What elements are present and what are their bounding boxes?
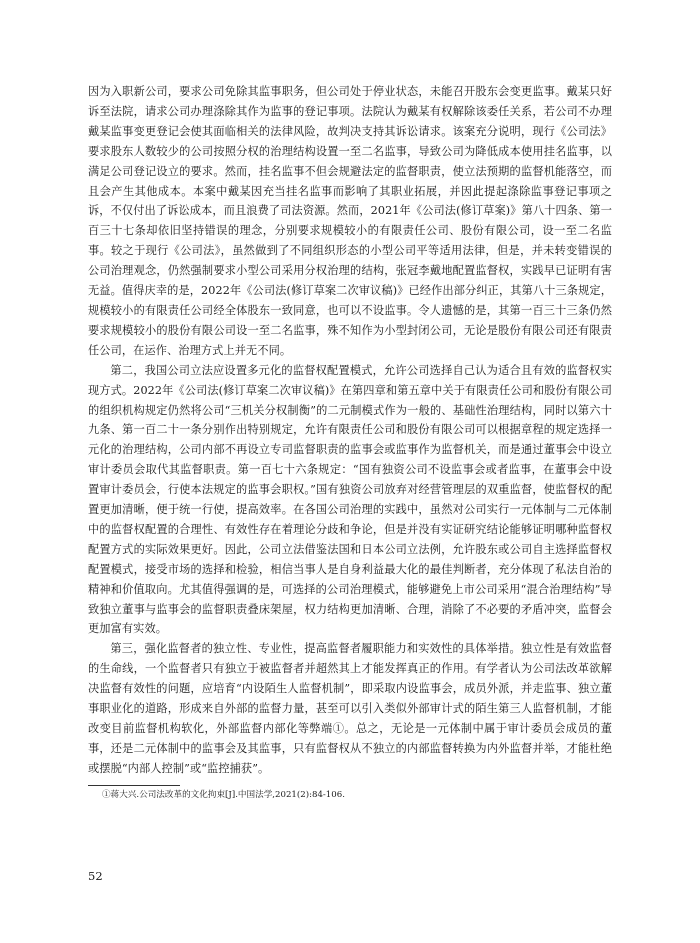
paragraph-1: 因为入职新公司，要求公司免除其监事职务，但公司处于停业状态，未能召开股东会变更监事。戴某只好诉至法院，请求公司办理涤除其作为监事的登记事项。法院认为戴某有权解除该委任关系，若公司不办理戴某监事变更登记会使其面临相关的法律风险，故判决支持其诉讼请求。该案充分说明，现行《公司法》要求股东人数较少的公司按照分权的治理结构设置一至二名监事，导致公司为降低成本使用挂名监事，以满足公司登记设立的要求。然而，挂名监事不但会规避法定的监督职责，使立法预期的监督机能落空，而且会产生其他成本。本案中戴某因充当挂名监事而影响了其职业拓展，并因此提起涤除监事登记事项之诉，不仅付出了诉讼成本，而且浪费了司法资源。然而，2021年《公司法(修订草案)》第八十四条、第一百三十七条却依旧坚持错误的理念，分别要求规模较小的有限责任公司、股份有限公司，设一至二名监事。较之于现行《公司法》，虽然做到了不同组织形态的小型公司平等适用法律，但是，并未转变错误的公司治理观念，仍然强制要求小型公司采用分权治理的结构，张冠李戴地配置监督权，实践早已证明有害无益。值得庆幸的是，2022年《公司法(修订草案二次审议稿)》已经作出部分纠正，其第八十三条规定，规模较小的有限责任公司经全体股东一致同意，也可以不设监事。令人遗憾的是，其第一百三十三条仍然要求规模较小的股份有限公司设一至二名监事，殊不知作为小型封闭公司，无论是股份有限公司还有限责任公司，在运作、治理方式上并无不同。 bbox=[88, 85, 612, 357]
paragraph-3: 第三，强化监督者的独立性、专业性，提高监督者履职能力和实效性的具体举措。独立性是有效监督的生命线，一个监督者只有独立于被监督者并超然其上才能发挥真正的作用。有学者认为公司法改革欲解决监督有效性的问题，应培育“内设陌生人监督机制”，即采取内设监事会，成员外派，并走监事、独立董事职业化的道路，形成来自外部的监督力量，甚至可以引入类似外部审计式的陌生第三人监督机制，才能改变目前监督机构软化，外部监督内部化等弊端①。总之，无论是一元体制中属于审计委员会成员的董事，还是二元体制中的监事会及其监事，只有监督权从不独立的内部监督转换为内外监督并举，才能杜绝或摆脱“内部人控制”或“监控捕获”。 bbox=[88, 642, 612, 775]
footnote-divider bbox=[88, 785, 180, 786]
page-number: 52 bbox=[88, 869, 103, 883]
page-body bbox=[88, 82, 612, 802]
footnote: ①蒋大兴.公司法改革的文化拘束[J].中国法学,2021(2):84-106. bbox=[102, 789, 345, 800]
paragraph-2: 第二，我国公司立法应设置多元化的监督权配置模式，允许公司选择自己认为适合且有效的监督权实现方式。2022年《公司法(修订草案二次审议稿)》在第四章和第五章中关于有限责任公司和股份有限公司的组织机构规定仍然将公司“三机关分权制衡”的二元制模式作为一般的、基础性治理结构，同时以第六十九条、第一百二十一条分别作出特别规定，允许有限责任公司和股份有限公司可以根据章程的规定选择一元化的治理结构，公司内部不再设立专司监督职责的监事会或监事作为监督机关，而是通过董事会中设立审计委员会取代其监督职责。第一百七十六条规定：“国有独资公司不设监事会或者监事，在董事会中设置审计委员会，行使本法规定的监事会职权。”国有独资公司放弃对经营管理层的双重监督，使监督权的配置更加清晰，便于统一行使，提高效率。在各国公司治理的实践中，虽然对公司实行一元体制与二元体制中的监督权配置的合理性、有效性存在着理论分歧和争论，但是并没有实证研究结论能够证明哪种监督权配置方式的实际效果更好。因此，公司立法借鉴法国和日本公司立法例，允许股东或公司自主选择监督权配置模式，接受市场的选择和检验，相信当事人是自身利益最大化的最佳判断者，充分体现了私法自治的精神和价值取向。尤其值得强调的是，可选择的公司治理模式，能够避免上市公司采用“混合治理结构”导致独立董事与监事会的监督职责叠床架屋，权力结构更加清晰、合理，消除了不必要的矛盾冲突，监督会更加富有实效。 bbox=[88, 363, 612, 636]
